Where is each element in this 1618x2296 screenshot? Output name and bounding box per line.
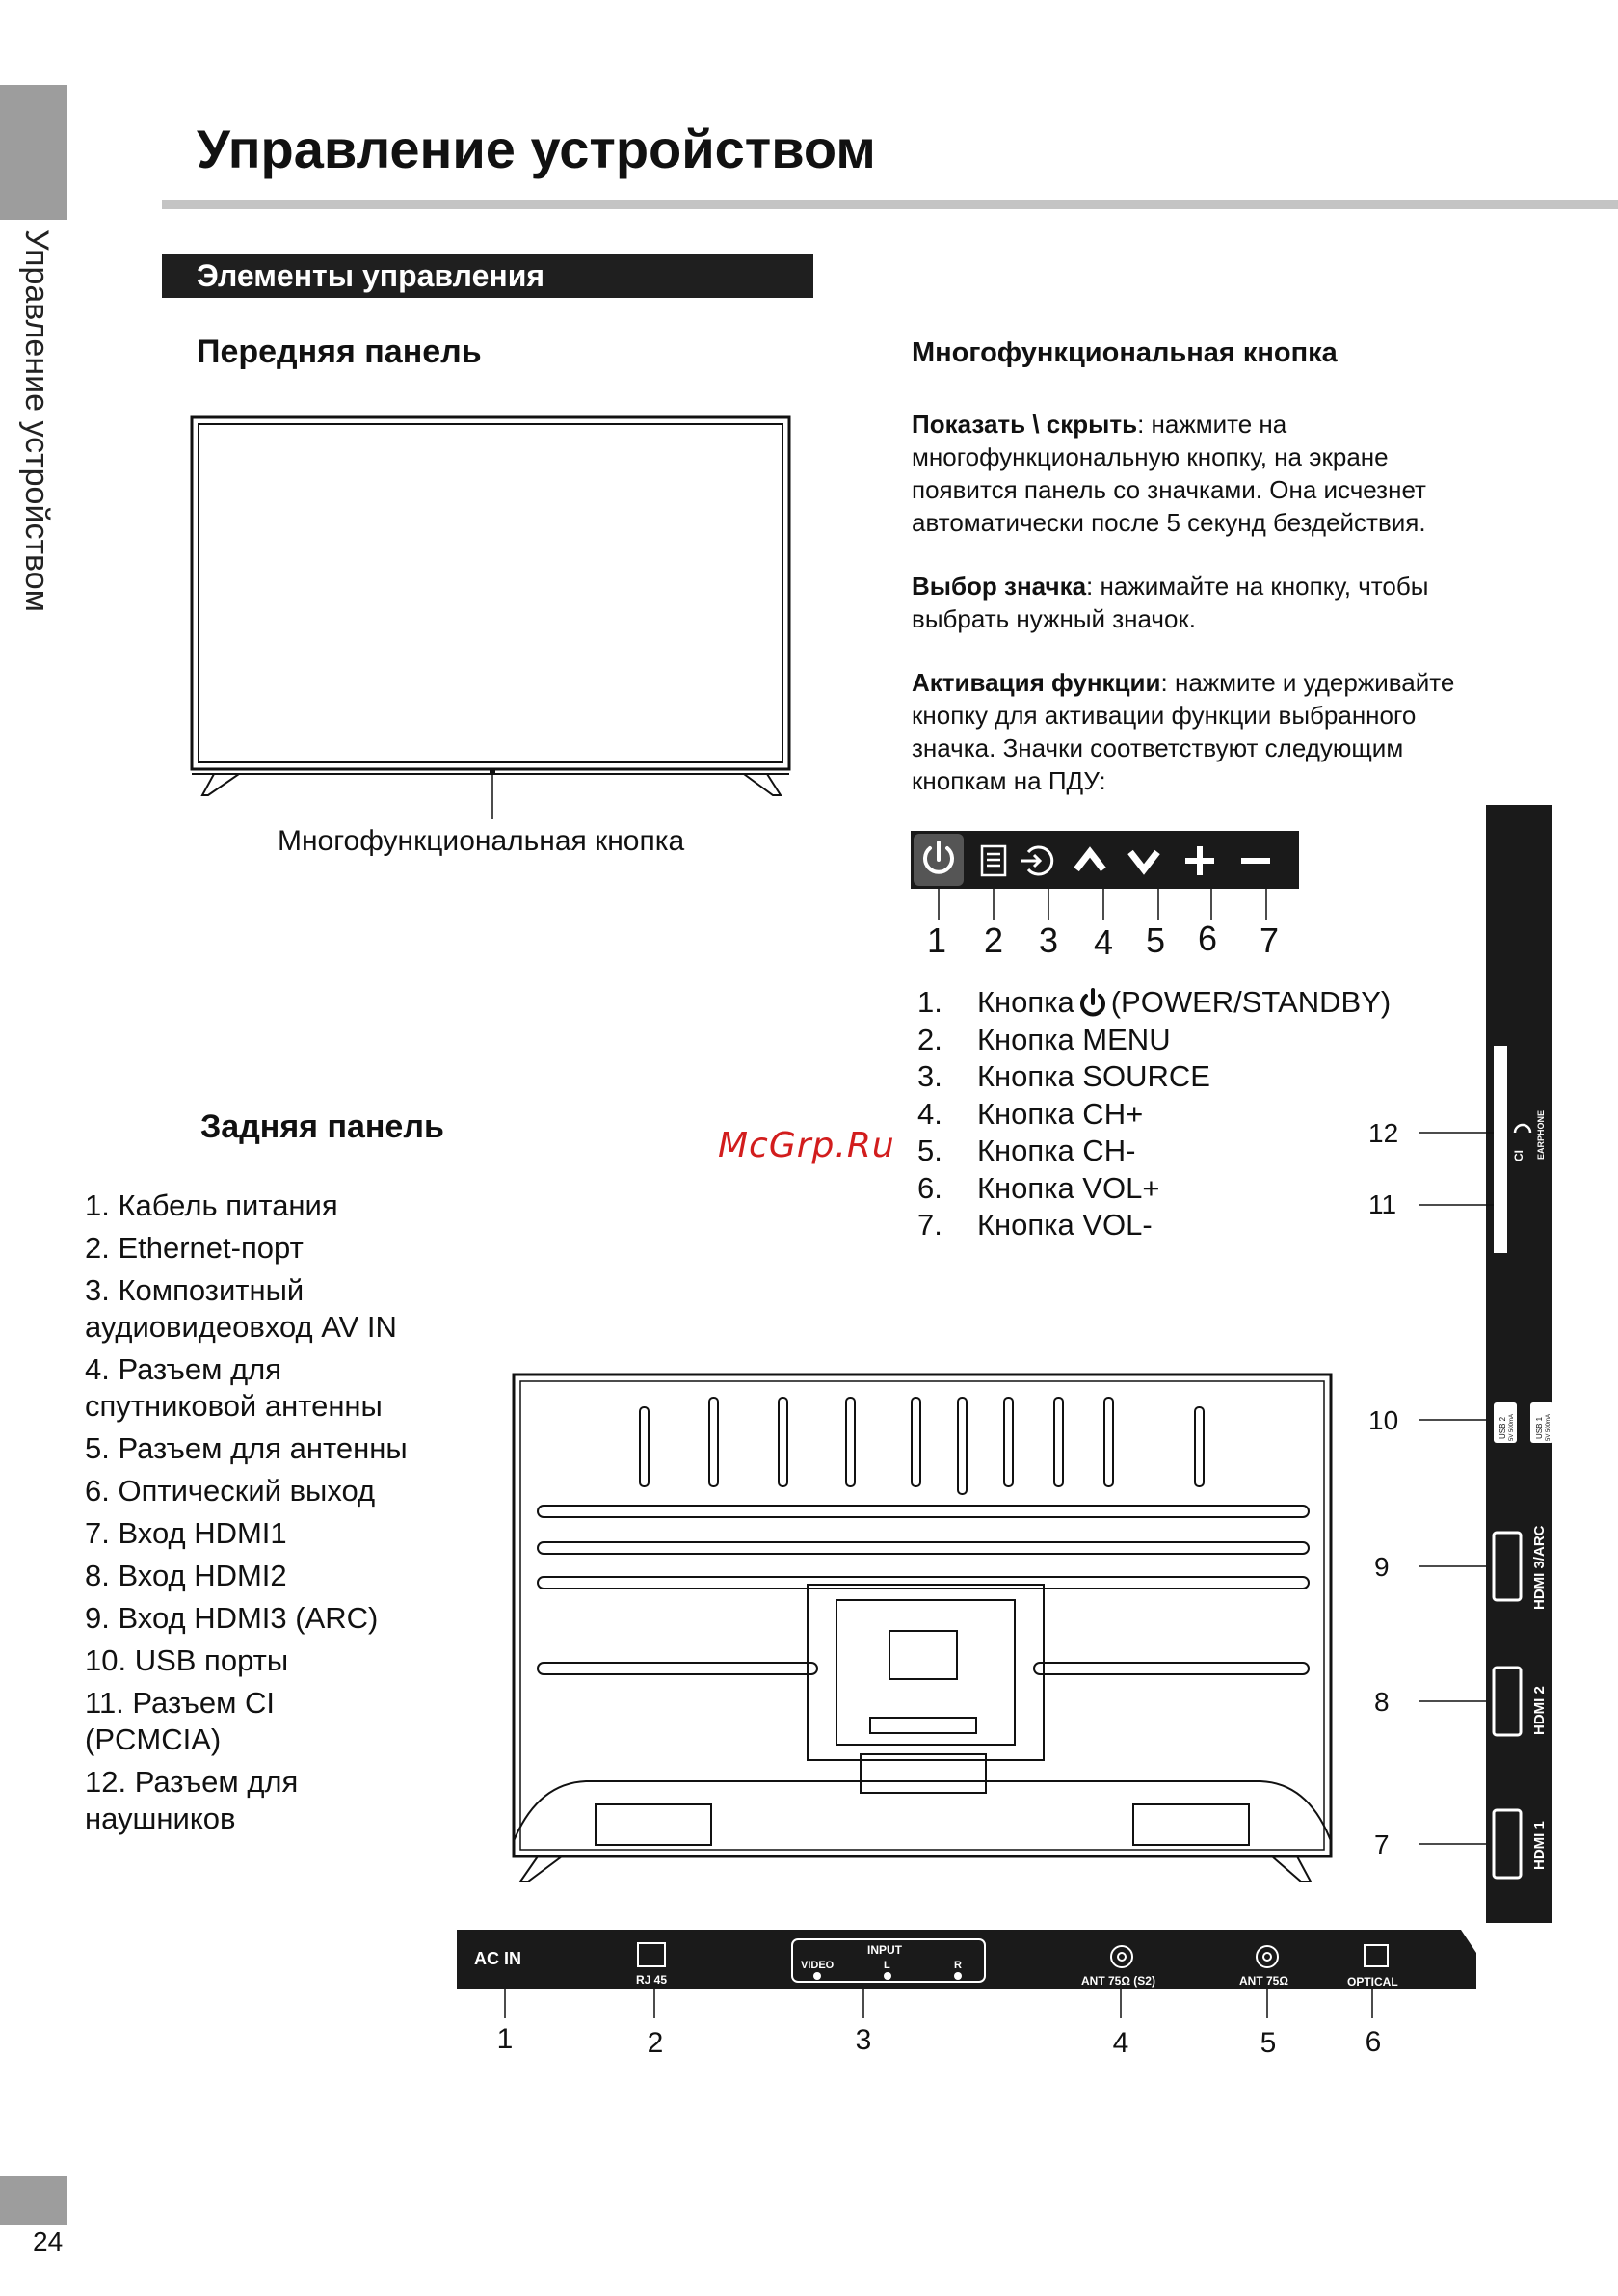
text-line: появится панель со значками. Она исчезнет [912, 475, 1426, 504]
side-callout: 9 [1374, 1552, 1390, 1582]
title-divider [162, 200, 1618, 209]
icon-number: 6 [1197, 919, 1218, 958]
item-number: 4. [917, 1096, 942, 1131]
paragraph-activate [912, 666, 1548, 797]
side-callout: 7 [1374, 1829, 1390, 1859]
list-item: 8. Вход HDMI2 [85, 1559, 287, 1592]
icon-number: 1 [926, 921, 947, 960]
ant-label: ANT 75Ω [1239, 1974, 1288, 1988]
item-number: 3. [917, 1059, 942, 1093]
input-label: INPUT [867, 1943, 902, 1957]
item-text: Кнопка CH+ [977, 1096, 1144, 1131]
item-text: Кнопка VOL+ [977, 1170, 1160, 1205]
section-heading: Элементы управления [162, 254, 813, 298]
side-section-label: Управление устройством [18, 229, 55, 612]
video-label: VIDEO [801, 1960, 835, 1971]
item-number: 7. [917, 1208, 942, 1241]
multifunction-description [912, 408, 1548, 797]
paragraph-show-hide [912, 408, 1548, 539]
side-callout: 12 [1368, 1118, 1399, 1148]
list-item: 6. Оптический выход [85, 1474, 376, 1508]
list-item: 7. Вход HDMI1 [85, 1516, 287, 1550]
usb2-spec: 5V 500mA [1509, 1413, 1515, 1441]
rj45-label: RJ 45 [636, 1973, 668, 1987]
bottom-callout: 1 [496, 2023, 514, 2055]
icon-number: 7 [1259, 921, 1280, 960]
rear-connector-list [85, 1188, 441, 1843]
bold-term: Показать \ скрыть [912, 410, 1138, 439]
audio-r-label: R [954, 1960, 962, 1971]
hdmi1-label: HDMI 1 [1531, 1821, 1548, 1870]
item-text: (POWER/STANDBY) [1110, 985, 1392, 1019]
ci-label: CI [1512, 1150, 1525, 1161]
page-title: Управление устройством [197, 119, 876, 179]
text-line: значка. Значки соответствуют следующим [912, 734, 1404, 762]
ant-s2-label: ANT 75Ω (S2) [1081, 1974, 1155, 1988]
list-item [917, 1022, 1391, 1059]
multifunction-heading: Многофункциональная кнопка [912, 337, 1338, 368]
hdmi3-label: HDMI 3/ARC [1531, 1525, 1548, 1610]
side-callout: 11 [1368, 1189, 1397, 1219]
list-item: 5. Разъем для антенны [85, 1431, 408, 1465]
text-line: автоматически после 5 секунд бездействия. [912, 508, 1426, 537]
bottom-callout: 5 [1260, 2027, 1277, 2059]
list-item: 2. Ethernet-порт [85, 1231, 304, 1265]
earphone-label: EARPHONE [1536, 1109, 1546, 1160]
list-item: 11. Разъем CI (PCMCIA) [85, 1686, 276, 1756]
usb1-spec: 5V 500mA [1546, 1413, 1552, 1441]
side-callout: 10 [1368, 1405, 1399, 1435]
item-text: Кнопка SOURCE [977, 1059, 1210, 1093]
list-item [917, 1170, 1391, 1208]
item-text: Кнопка CH- [977, 1134, 1136, 1167]
icon-number: 5 [1145, 921, 1166, 960]
multifunction-button-caption: Многофункциональная кнопка [278, 825, 685, 857]
usb1-label: USB 1 [1535, 1416, 1544, 1439]
list-item [917, 1133, 1391, 1170]
front-panel-heading: Передняя панель [197, 334, 482, 370]
side-connector-panel [1368, 805, 1618, 1942]
text-line: : нажмите и удерживайте [1160, 668, 1455, 697]
icon-bar [911, 831, 1306, 966]
item-number: 5. [917, 1134, 942, 1167]
icon-number: 2 [983, 921, 1004, 960]
bottom-callout: 3 [855, 2024, 872, 2056]
icon-number: 4 [1093, 922, 1114, 962]
bottom-callout: 6 [1365, 2026, 1382, 2058]
watermark: McGrp.Ru [718, 1126, 895, 1165]
bold-term: Активация функции [912, 668, 1161, 697]
paragraph-select-icon [912, 570, 1548, 635]
side-callout: 8 [1374, 1687, 1390, 1717]
text-line: кнопку для активации функции выбранного [912, 701, 1417, 730]
text-line: : нажимайте на кнопку, чтобы [1086, 572, 1429, 601]
list-item: 4. Разъем для спутниковой антенны [85, 1352, 383, 1423]
bottom-callout: 4 [1112, 2027, 1129, 2059]
tv-rear-illustration [509, 1369, 1338, 1889]
text-line: выбрать нужный значок. [912, 604, 1197, 633]
list-item: 9. Вход HDMI3 (ARC) [85, 1601, 379, 1635]
rear-panel-heading: Задняя панель [200, 1108, 444, 1145]
usb2-label: USB 2 [1499, 1416, 1507, 1439]
item-text: Кнопка [977, 985, 1074, 1019]
text-line: кнопкам на ПДУ: [912, 766, 1106, 795]
power-icon [1076, 984, 1109, 1019]
list-item: 10. USB порты [85, 1643, 289, 1677]
optical-label: OPTICAL [1347, 1975, 1398, 1989]
text-line: : нажмите на [1137, 410, 1287, 439]
hdmi2-label: HDMI 2 [1531, 1686, 1548, 1735]
item-number: 6. [917, 1170, 942, 1205]
list-item [917, 1058, 1391, 1096]
item-number: 2. [917, 1022, 942, 1056]
icon-number: 3 [1038, 921, 1059, 960]
bottom-callout: 2 [647, 2027, 664, 2059]
bottom-connector-panel [457, 1930, 1478, 2065]
tv-front-illustration [183, 410, 809, 819]
button-list [917, 984, 1391, 1244]
item-number: 1. [917, 985, 942, 1019]
page-number: 24 [33, 2227, 64, 2256]
list-item: 12. Разъем для наушников [85, 1765, 299, 1835]
text-line: многофункциональную кнопку, на экране [912, 442, 1389, 471]
audio-l-label: L [884, 1960, 890, 1971]
list-item [917, 984, 1391, 1022]
list-item [917, 1096, 1391, 1134]
list-item [917, 1207, 1391, 1244]
side-tab-top [0, 85, 67, 220]
ac-in-label: AC IN [474, 1949, 521, 1968]
bold-term: Выбор значка [912, 572, 1087, 601]
list-item: 3. Композитный аудиовидеовход AV IN [85, 1273, 397, 1344]
side-tab-bottom [0, 2176, 67, 2225]
item-text: Кнопка VOL- [977, 1208, 1153, 1241]
list-item: 1. Кабель питания [85, 1188, 338, 1222]
item-text: Кнопка MENU [977, 1022, 1171, 1056]
